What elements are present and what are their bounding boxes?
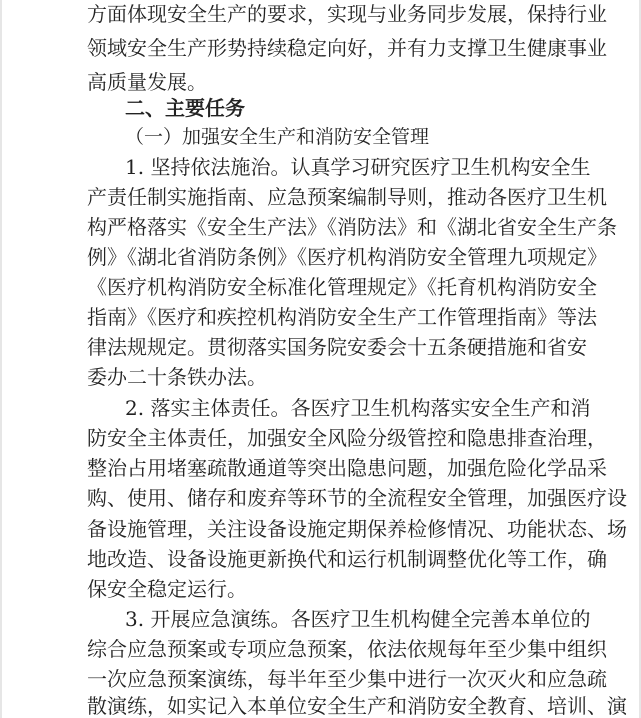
item1-line-7: 律法规规定。贯彻落实国务院安委会十五条硬措施和省安	[87, 335, 587, 359]
intro-line-3: 高质量发展。	[87, 70, 207, 94]
item3-line-1: 3. 开展应急演练。各医疗卫生机构健全完善本单位的	[125, 607, 591, 631]
item3-line-2: 综合应急预案或专项应急预案，依法依规每年至少集中组织	[87, 637, 607, 661]
intro-line-2: 领域安全生产形势持续稳定向好，并有力支撑卫生健康事业	[87, 36, 607, 60]
item1-line-6: 指南》《医疗和疾控机构消防安全生产工作管理指南》等法	[87, 305, 597, 329]
item1-line-5: 《医疗机构消防安全标准化管理规定》《托育机构消防安全	[87, 275, 597, 299]
section-heading: 二、主要任务	[125, 96, 245, 120]
item1-line-4: 例》《湖北省消防条例》《医疗机构消防安全管理九项规定》	[87, 245, 607, 269]
item2-line-5: 备设施管理，关注设备设施定期保养检修情况、功能状态、场	[87, 517, 627, 541]
item2-line-6: 地改造、设备设施更新换代和运行机制调整优化等工作，确	[87, 547, 607, 571]
page-edge-left	[0, 0, 2, 718]
item2-line-7: 保安全稳定运行。	[87, 577, 247, 601]
intro-line-1: 方面体现安全生产的要求，实现与业务同步发展，保持行业	[87, 2, 607, 26]
item1-line-2: 产责任制实施指南、应急预案编制导则，推动各医疗卫生机	[87, 185, 607, 209]
item1-line-1: 1. 坚持依法施治。认真学习研究医疗卫生机构安全生	[125, 155, 591, 179]
item1-line-3: 构严格落实《安全生产法》《消防法》和《湖北省安全生产条	[87, 215, 617, 239]
item2-line-3: 整治占用堵塞疏散通道等突出隐患问题，加强危险化学品采	[87, 456, 607, 480]
item2-line-1: 2. 落实主体责任。各医疗卫生机构落实安全生产和消	[125, 396, 591, 420]
subsection-heading: （一）加强安全生产和消防安全管理	[125, 126, 430, 148]
item3-line-3: 一次应急预案演练，每半年至少集中进行一次灭火和应急疏	[87, 667, 607, 691]
item2-line-4: 购、使用、储存和废弃等环节的全流程安全管理，加强医疗设	[87, 486, 627, 510]
item1-line-8: 委办二十条铁办法。	[87, 365, 267, 389]
item2-line-2: 防安全主体责任，加强安全风险分级管控和隐患排查治理，	[87, 426, 607, 450]
item3-line-4: 散演练，如实记入本单位安全生产和消防安全教育、培训、演	[87, 694, 627, 718]
